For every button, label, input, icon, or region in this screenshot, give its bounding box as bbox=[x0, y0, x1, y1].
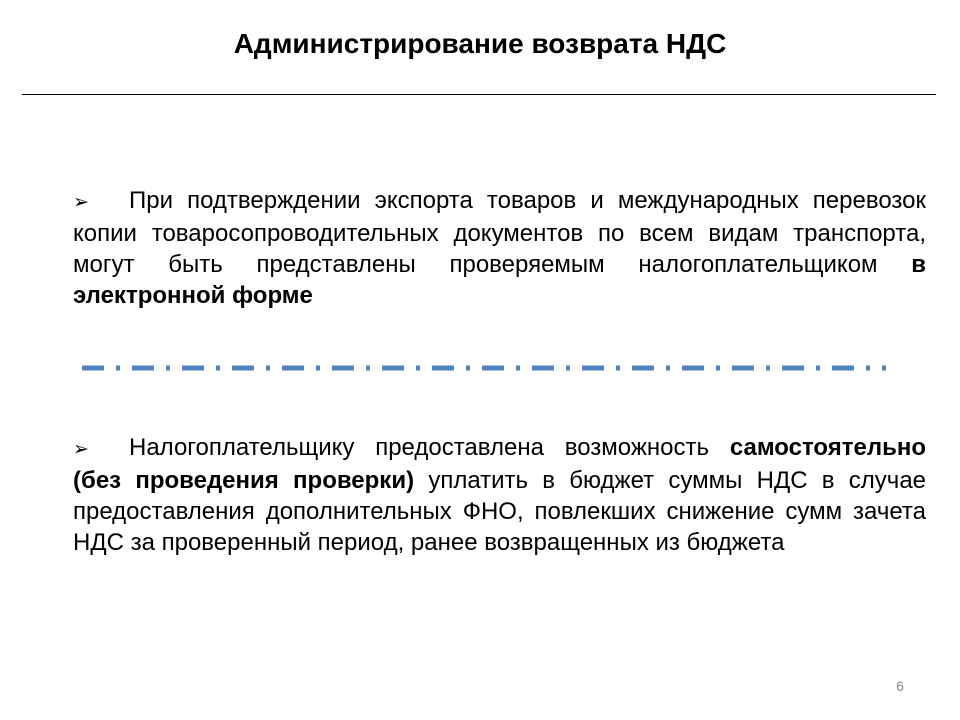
dash-dot-separator bbox=[80, 361, 888, 375]
bullet-text: Налогоплательщику предоставлена возможность bbox=[129, 434, 730, 461]
bullet-emphasis: в электронной форме bbox=[73, 251, 926, 309]
bullet-text-tail: уплатить в бюджет суммы НДС в случае предоставления дополнительных ФНО, повлекших снижение сумм зачета НДС за проверенный период, ранее возвращенных из бюджета bbox=[73, 467, 927, 556]
bullet-item-vat-payment bbox=[73, 432, 926, 558]
bullet-text: При подтверждении экспорта товаров и международных перевозок копии товаросопроводительных документов по всем видам транспорта, могут быть представлены проверяемым налогоплательщиком bbox=[73, 187, 926, 278]
bullet-item-export-documents bbox=[73, 185, 926, 311]
title-divider bbox=[22, 94, 936, 95]
bullet-emphasis: самостоятельно (без проведения проверки) bbox=[73, 434, 926, 494]
arrow-bullet-icon: ➢ bbox=[73, 191, 89, 213]
slide-title: Администрирование возврата НДС bbox=[233, 28, 727, 59]
arrow-bullet-icon: ➢ bbox=[73, 438, 89, 460]
page-number: 6 bbox=[896, 678, 904, 694]
